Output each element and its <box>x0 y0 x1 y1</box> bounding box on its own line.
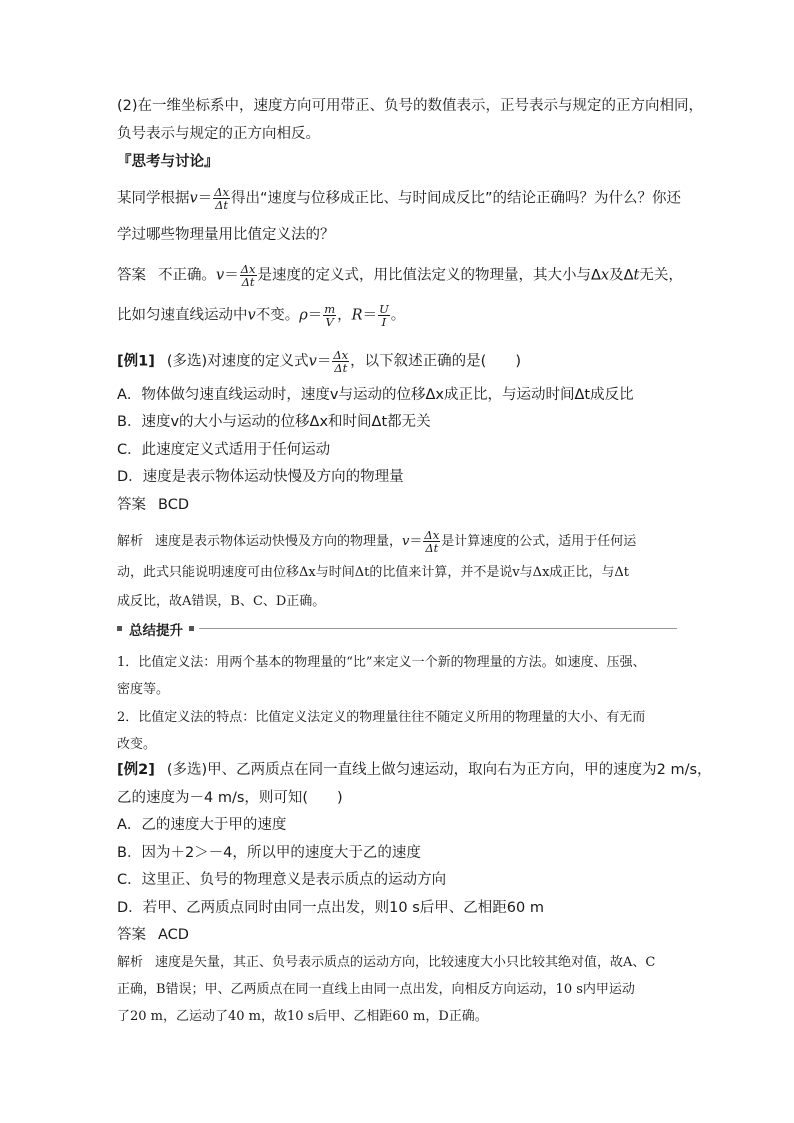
velocity-fraction: $\frac{\Delta x}{\Delta t}$ <box>240 262 256 289</box>
answer-label: 答案 <box>117 497 146 513</box>
velocity-fraction: $\frac{\Delta x}{\Delta t}$ <box>214 185 229 212</box>
example-2-option-d: D．若甲、乙两质点同时由同一点出发，则10 s后甲、乙相距60 m <box>117 900 544 916</box>
example-1-explanation-line-3: 成反比，故A错误，B、C、D正确。 <box>117 594 326 609</box>
example-1-explanation-line-2: 动，此式只能说明速度可由位移Δx与时间Δt的比值来计算，并不是说v与Δx成正比，与Δt <box>117 565 630 580</box>
example-2-explanation-line-2: 正确，B错误；甲、乙两质点在同一直线上由同一点出发，向相反方向运动，10 s内甲运动 <box>117 982 635 997</box>
summary-title: 总结提升 <box>129 623 183 639</box>
summary-point-2-line-1: 2．比值定义法的特点：比值定义法定义的物理量往往不随定义所用的物理量的大小、有无而 <box>117 710 646 725</box>
example-1-explanation-line-1: 解析 速度是表示物体运动快慢及方向的物理量，v＝ $\frac{\Delta x}{\Delta t}$ 是计算速度的公式，适用于任何运 <box>117 528 637 555</box>
velocity-fraction: $\frac{\Delta x}{\Delta t}$ <box>333 348 349 375</box>
summary-point-2-line-2: 改变。 <box>117 737 157 752</box>
resistance-fraction: $\frac{U}{I}$ <box>379 302 389 329</box>
think-heading: 『思考与讨论』 <box>117 154 219 170</box>
example-2-option-b: B．因为＋2＞－4，所以甲的速度大于乙的速度 <box>117 845 421 861</box>
density-fraction: $\frac{m}{V}$ <box>324 302 336 329</box>
example-2-explanation-line-1: 解析 速度是矢量，其正、负号表示质点的运动方向，比较速度大小只比较其绝对值，故A、C <box>117 955 656 970</box>
example-1-option-a: A．物体做匀速直线运动时，速度v与运动的位移Δx成正比，与运动时间Δt成反比 <box>117 387 634 403</box>
summary-section-header <box>117 621 677 637</box>
example-2-answer <box>117 925 189 945</box>
section-divider <box>199 628 677 629</box>
explanation-label: 解析 <box>117 534 144 549</box>
intro-line-1: (2)在一维坐标系中，速度方向可用带正、负号的数值表示，正号表示与规定的正方向相同， <box>117 98 704 114</box>
answer-label: 答案 <box>117 927 146 943</box>
example-1-stem: [例1] (多选)对速度的定义式v＝ $\frac{\Delta x}{\Delta t}$ ，以下叙述正确的是( ) <box>117 348 521 375</box>
example-2-option-a: A．乙的速度大于甲的速度 <box>117 817 287 833</box>
example-1-option-b: B．速度v的大小与运动的位移Δx和时间Δt都无关 <box>117 414 431 430</box>
square-bullet-icon <box>189 626 194 631</box>
velocity-fraction: $\frac{\Delta x}{\Delta t}$ <box>424 528 440 555</box>
summary-point-1-line-2: 密度等。 <box>117 682 170 697</box>
example-2-stem-line-1: [例2] (多选)甲、乙两质点在同一直线上做匀速运动，取向右为正方向，甲的速度为2 m/s， <box>117 762 712 778</box>
think-question-line-1: 某同学根据v＝ $\frac{\Delta x}{\Delta t}$ 得出“速度与位移成正比、与时间成反比”的结论正确吗？为什么？你还 <box>117 185 682 212</box>
think-question-line-2: 学过哪些物理量用比值定义法的？ <box>117 227 335 243</box>
think-answer-line-2: 比如匀速直线运动中v不变。ρ＝ $\frac{m}{V}$ ，R＝ $\frac{U}{I}$ 。 <box>117 302 406 329</box>
answer-value: ACD <box>158 927 189 943</box>
answer-value: BCD <box>158 497 189 513</box>
intro-line-2: 负号表示与规定的正方向相反。 <box>117 126 320 142</box>
example-2-stem-line-2: 乙的速度为－4 m/s，则可知( ) <box>117 790 343 806</box>
example-1-option-d: D．速度是表示物体运动快慢及方向的物理量 <box>117 469 404 485</box>
example-1-option-c: C．此速度定义式适用于任何运动 <box>117 442 331 458</box>
answer-label: 答案 <box>117 267 146 284</box>
example-1-label: [例1] <box>117 353 155 370</box>
example-1-answer <box>117 495 189 515</box>
example-2-option-c: C．这里正、负号的物理意义是表示质点的运动方向 <box>117 872 447 888</box>
example-2-explanation-line-3: 了20 m，乙运动了40 m，故10 s后甲、乙相距60 m，D正确。 <box>117 1009 488 1024</box>
summary-point-1-line-1: 1．比值定义法：用两个基本的物理量的“比”来定义一个新的物理量的方法。如速度、压强、 <box>117 655 646 670</box>
explanation-label: 解析 <box>117 955 144 970</box>
example-2-label: [例2] <box>117 762 155 778</box>
think-answer-line-1: 答案 不正确。v＝ $\frac{\Delta x}{\Delta t}$ 是速度的定义式，用比值法定义的物理量，其大小与Δx及Δt无关， <box>117 262 683 289</box>
square-bullet-icon <box>117 626 122 631</box>
